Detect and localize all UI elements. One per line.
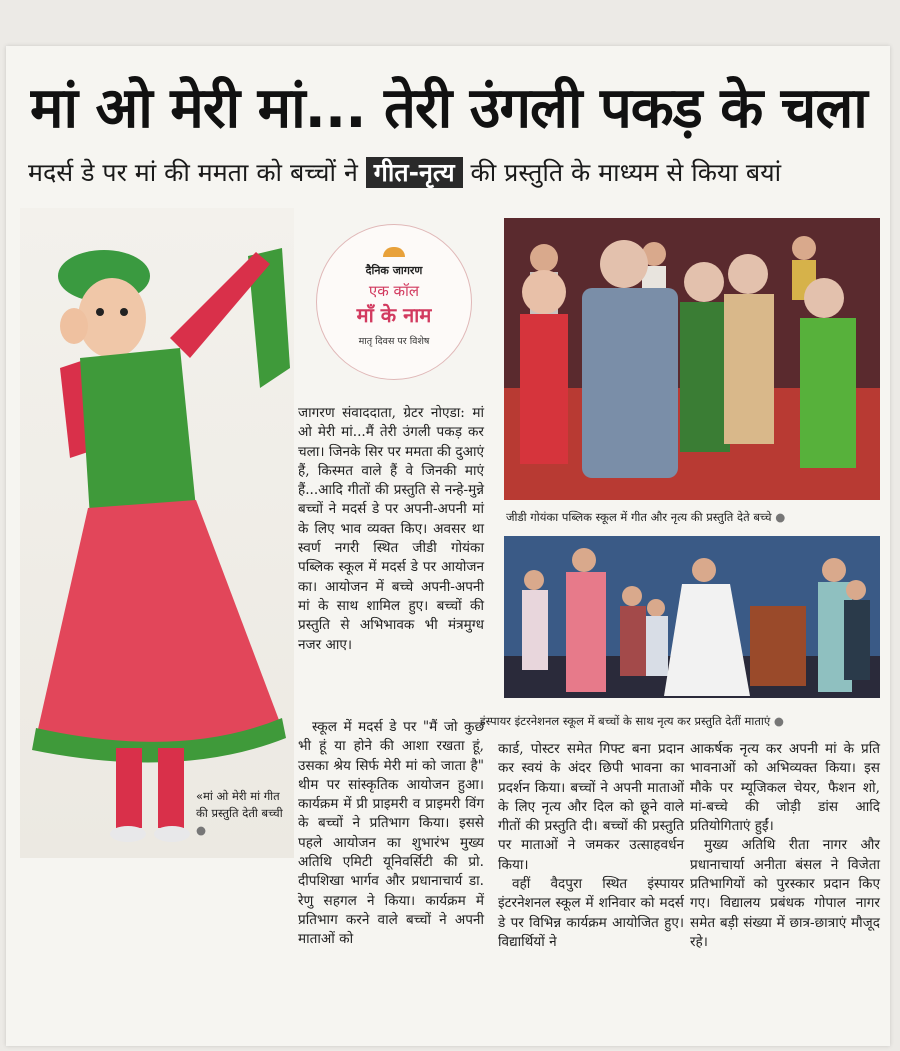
dainik-jagran-mothers-day-logo <box>316 224 472 380</box>
article-column-3 <box>690 740 880 952</box>
article-paragraph: जागरण संवाददाता, ग्रेटर नोएडा: मां ओ मेरी मां...मैं तेरी उंगली पकड़ कर चला। जिनके सिर पर ममता की दुआएं हैं, किस्मत वाले हैं वे जिनकी माएं हैं...आदि गीतों की प्रस्तुति से नन्हे-मुन्ने बच्चों ने मदर्स डे पर अपनी-अपनी मां के लिए भाव व्यक्त किए। अवसर था स्वर्ण नगरी स्थित जीडी गोयंका पब्लिक स्कूल में मदर्स डे पर आयोजन का। आयोजन में बच्चे अपनी-अपनी मां के साथ शामिल हुए। बच्चों की प्रस्तुति से अभिभावक भी मंत्रमुग्ध नजर आए। <box>298 405 484 653</box>
caption-arrow-icon: « <box>196 789 204 803</box>
photo2-caption <box>480 714 784 729</box>
article-paragraph: वहीं वैदपुरा स्थित इंस्पायर इंटरनेशनल स्कूल में शनिवार को मदर्स डे पर विभिन्न कार्यक्रम आयोजित हुए। विद्यार्थियों ने <box>498 876 684 950</box>
logo-brand: दैनिक जागरण <box>365 264 423 277</box>
children-dance-illustration <box>504 218 880 500</box>
subheadline <box>28 154 888 192</box>
mothers-dance-photo <box>504 536 880 698</box>
article-paragraph: कार्ड, पोस्टर समेत गिफ्ट बना प्रदान कर स्वयं के अंदर छिपी भावना का प्रदर्शन किया। बच्चों ने अपनी माताओं के लिए नृत्य और दिल को छूने वाले गीतों की प्रस्तुति दी। बच्चों की प्रस्तुति पर माताओं ने जमकर उत्साहवर्धन किया। <box>498 741 684 873</box>
headline: मां ओ मेरी मां... तेरी उंगली पकड़ के चला <box>30 76 867 141</box>
left-photo-caption <box>196 788 286 839</box>
article-column-1 <box>298 404 484 655</box>
photo1-caption-text: जीडी गोयंका पब्लिक स्कूल में गीत और नृत्य की प्रस्तुति देते बच्चे <box>506 510 772 524</box>
bullet-icon: ● <box>775 510 786 524</box>
mothers-dance-illustration <box>504 536 880 698</box>
girl-dancing-illustration <box>20 208 294 858</box>
logo-line2: माँ के नाम <box>356 303 432 327</box>
photo2-caption-text: इंस्पायर इंटरनेशनल स्कूल में बच्चों के साथ नृत्य कर प्रस्तुति देतीं माताएं <box>480 714 771 728</box>
article-paragraph: मुख्य अतिथि रीता नागर और प्रधानाचार्या अनीता बंसल ने विजेता प्रतिभागियों को पुरस्कार प्रदान किए गए। विद्यालय प्रबंधक गोपाल नागर समेत बड़ी संख्या में छात्र-छात्राएं मौजूद रहे। <box>690 837 880 950</box>
children-dance-photo <box>504 218 880 500</box>
subhead-post: की प्रस्तुति के माध्यम से किया बयां <box>470 158 782 187</box>
sun-icon <box>383 247 405 257</box>
girl-dancing-photo <box>20 208 294 858</box>
newspaper-clipping <box>6 46 890 1046</box>
photo1-caption <box>506 510 785 525</box>
left-caption-text: मां ओ मेरी मां गीत की प्रस्तुति देती बच्ची <box>196 789 283 820</box>
article-paragraph: स्कूल में मदर्स डे पर "मैं जो कुछ भी हूं या होने की आशा रखता हूं, उसका श्रेय सिर्फ मेरी मां को जाता है" थीम पर सांस्कृतिक आयोजन हुआ। कार्यक्रम में प्री प्राइमरी व प्राइमरी विंग के बच्चों ने प्रतिभाग किया। इससे पहले आयोजन का शुभारंभ मुख्य अतिथि एमिटी यूनिवर्सिटी की प्रो. दीपशिखा भार्गव और प्रधानाचार्य डा. रेणु सहगल ने किया। कार्यक्रम में प्रतिभाग करने वाले बच्चों ने अपनी माताओं को <box>298 719 484 948</box>
article-column-1b <box>298 718 484 950</box>
subhead-pre: मदर्स डे पर मां की ममता को बच्चों ने <box>28 158 358 187</box>
subhead-highlight: गीत-नृत्य <box>366 157 463 188</box>
logo-line1: एक कॉल <box>368 282 420 300</box>
article-paragraph: आकर्षक नृत्य कर अपनी मां के प्रति भावनाओं को अभिव्यक्त किया। इस मौके पर म्यूजिकल चेयर, फैशन शो, मां-बच्चे की जोड़ी डांस आदि प्रतियोगिताएं हुईं। <box>690 741 880 835</box>
article-column-2 <box>498 740 684 952</box>
logo-line3: मातृ दिवस पर विशेष <box>358 336 430 347</box>
bullet-icon: ● <box>196 823 207 837</box>
bullet-icon: ● <box>773 714 784 728</box>
